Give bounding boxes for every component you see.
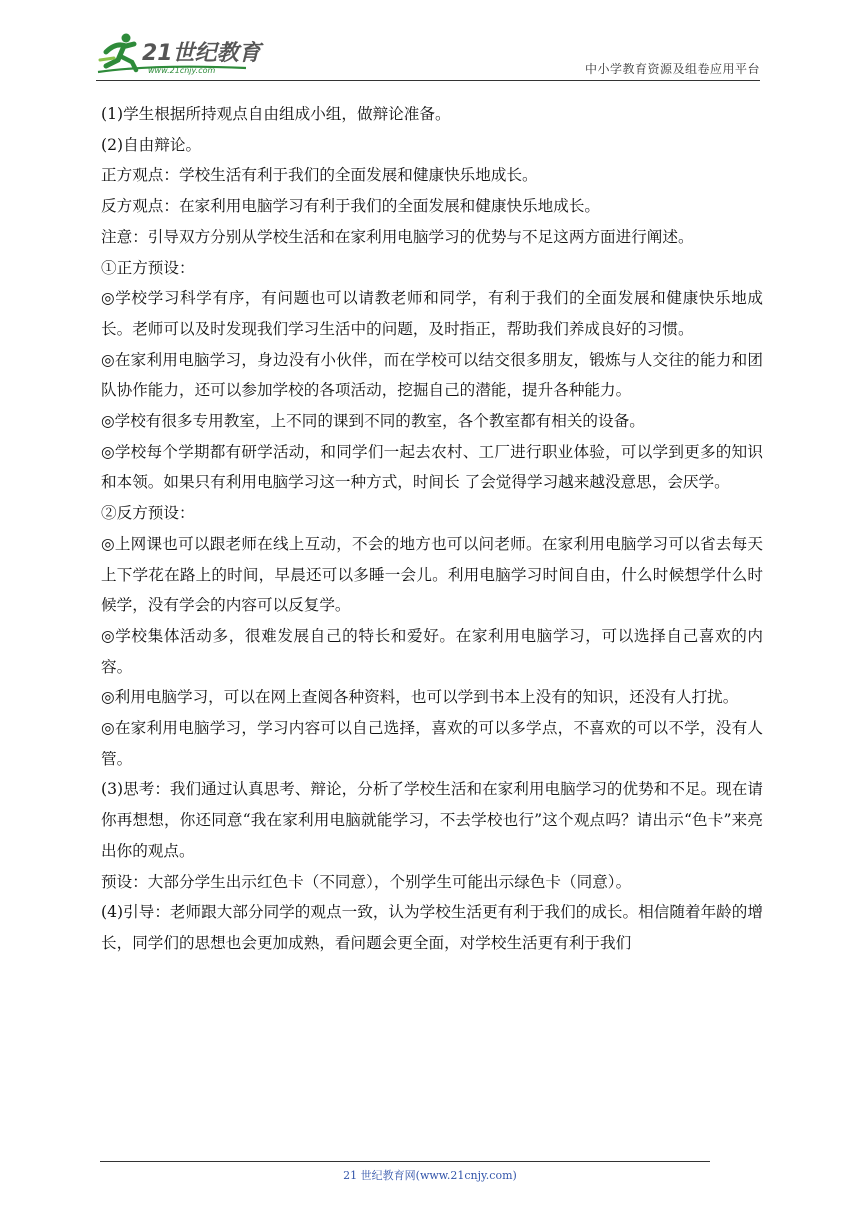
paragraph: (3)思考：我们通过认真思考、辩论，分析了学校生活和在家利用电脑学习的优势和不足。现在请你再想想，你还同意“我在家利用电脑就能学习，不去学校也行”这个观点吗？请出示“色卡”来亮出你的观点。	[101, 780, 763, 860]
paragraph: (4)引导：老师跟大部分同学的观点一致，认为学校生活更有利于我们的成长。相信随着年龄的增长，同学们的思想也会更加成熟，看问题会更全面，对学校生活更有利于我们	[101, 903, 763, 952]
paragraph: 反方观点：在家利用电脑学习有利于我们的全面发展和健康快乐地成长。	[101, 197, 601, 216]
logo-text: 21世纪教育	[142, 41, 261, 66]
paragraph: ◎学校有很多专用教室，上不同的课到不同的教室，各个教室都有相关的设备。	[101, 412, 645, 431]
header-divider	[96, 80, 760, 81]
paragraph: ②反方预设：	[101, 504, 195, 523]
paragraph: (2)自由辩论。	[101, 135, 202, 154]
page-footer: 21 世纪教育网(www.21cnjy.com)	[343, 1169, 517, 1182]
paragraph: ◎学校每个学期都有研学活动，和同学们一起去农村、工厂进行职业体验，可以学到更多的知识和本领。如果只有利用电脑学习这一种方式，时间长 了会觉得学习越来越没意思，会厌学。	[101, 442, 763, 492]
runner-logo-icon	[96, 30, 266, 76]
paragraph: ◎学校学习科学有序，有问题也可以请教老师和同学，有利于我们的全面发展和健康快乐地成长。老师可以及时发现我们学习生活中的问题，及时指正，帮助我们养成良好的习惯。	[101, 289, 763, 338]
footer-divider	[100, 1161, 710, 1162]
logo-url: www.21cnjy.com	[148, 66, 216, 75]
paragraph: ◎上网课也可以跟老师在线上互动，不会的地方也可以问老师。在家利用电脑学习可以省去每天上下学花在路上的时间，早晨还可以多睡一会儿。利用电脑学习时间自由，什么时候想学什么时候学，没有学会的内容可以反复学。	[101, 534, 763, 615]
paragraph: ◎学校集体活动多，很难发展自己的特长和爱好。在家利用电脑学习，可以选择自己喜欢的内容。	[101, 626, 763, 676]
paragraph: 注意：引导双方分别从学校生活和在家利用电脑学习的优势与不足这两方面进行阐述。	[101, 227, 694, 246]
paragraph: (1)学生根据所持观点自由组成小组，做辩论准备。	[101, 105, 451, 123]
paragraph: 正方观点：学校生活有利于我们的全面发展和健康快乐地成长。	[101, 166, 538, 185]
page-header	[96, 30, 760, 78]
platform-name: 中小学教育资源及组卷应用平台	[584, 62, 760, 76]
paragraph: ◎在家利用电脑学习，身边没有小伙伴，而在学校可以结交很多朋友，锻炼与人交往的能力和团队协作能力，还可以参加学校的各项活动，挖掘自己的潜能，提升各种能力。	[101, 350, 763, 400]
paragraph: 预设：大部分学生出示红色卡（不同意），个别学生可能出示绿色卡（同意）。	[101, 872, 632, 891]
paragraph: ①正方预设：	[101, 258, 195, 277]
document-body	[101, 99, 763, 959]
site-logo	[96, 30, 266, 76]
paragraph: ◎利用电脑学习，可以在网上查阅各种资料，也可以学到书本上没有的知识，还没有人打扰。	[101, 688, 739, 707]
paragraph: ◎在家利用电脑学习，学习内容可以自己选择，喜欢的可以多学点，不喜欢的可以不学，没有人管。	[101, 719, 763, 768]
